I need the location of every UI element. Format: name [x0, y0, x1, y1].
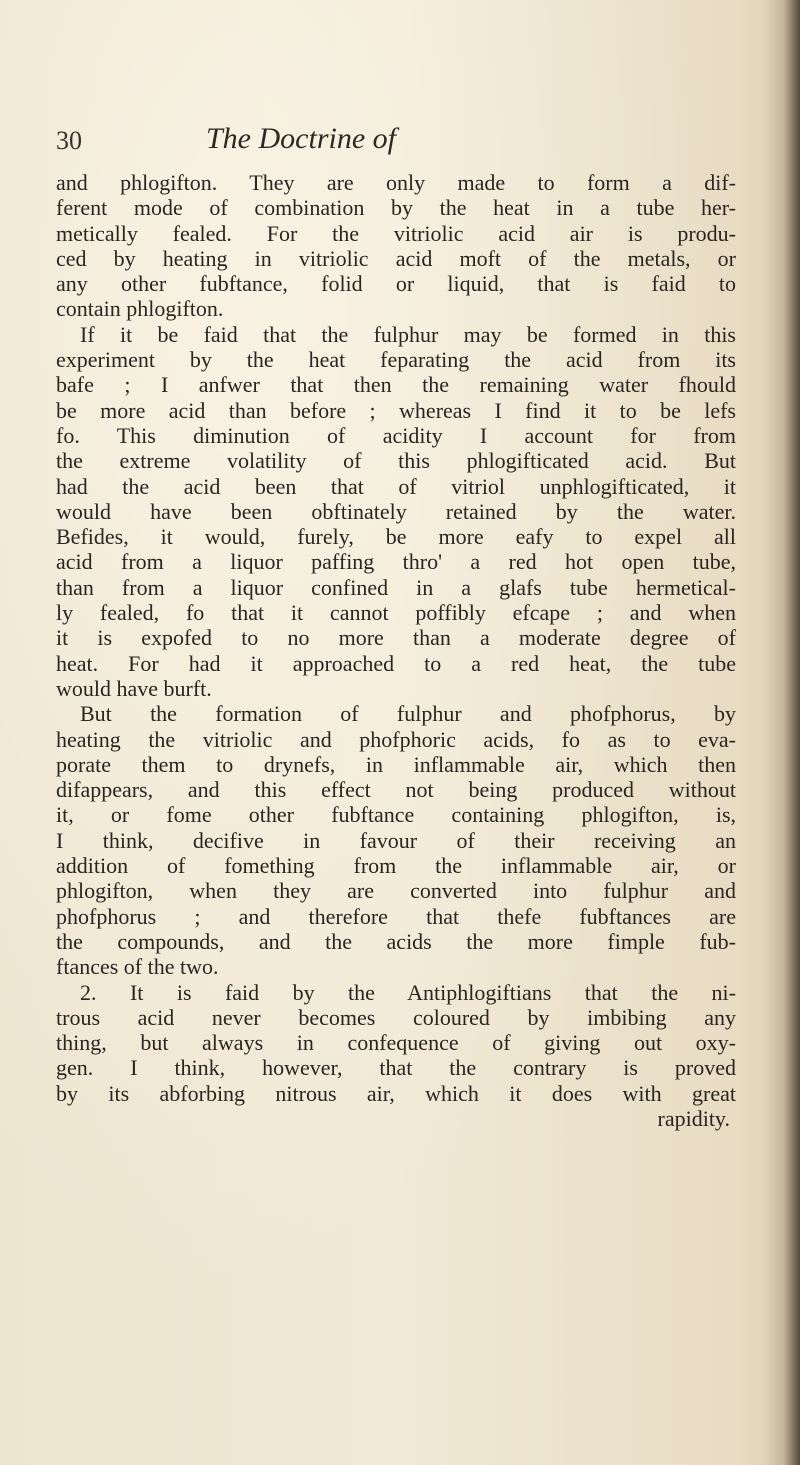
text-line: phofphorus ; and therefore that thefe fubftances are	[56, 903, 736, 929]
text-line: experiment by the heat feparating the acid from its	[56, 347, 736, 373]
text-line: metically fealed. For the vitriolic acid air is produ-	[56, 220, 736, 246]
text-line: would have been obftinately retained by the water.	[56, 498, 736, 524]
text-line: contain phlogifton.	[56, 296, 224, 322]
text-line: ly fealed, fo that it cannot poffibly efcape ; and when	[56, 600, 736, 626]
text-line: addition of fomething from the inflammable air, or	[56, 853, 736, 879]
text-line: 2. It is faid by the Antiphlogiftians that the ni-	[80, 979, 736, 1005]
text-line: fo. This diminution of acidity I account for from	[56, 422, 736, 448]
text-line: trous acid never becomes coloured by imbibing any	[56, 1004, 736, 1030]
page-number: 30	[56, 126, 82, 155]
text-line: thing, but always in confequence of giving out oxy-	[56, 1030, 736, 1056]
text-line: ferent mode of combination by the heat in a tube her-	[56, 195, 736, 221]
text-line: be more acid than before ; whereas I find it to be lefs	[56, 397, 736, 423]
text-line: bafe ; I anfwer that then the remaining water fhould	[56, 372, 736, 398]
text-line: would have burft.	[56, 675, 212, 701]
text-line: phlogifton, when they are converted into fulphur and	[56, 878, 736, 904]
body-text	[56, 170, 736, 1131]
text-line: rapidity.	[657, 1105, 730, 1131]
text-line: Befides, it would, furely, be more eafy to expel all	[56, 524, 736, 550]
text-line: porate them to drynefs, in inflammable air, which then	[56, 751, 736, 777]
text-line: I think, decifive in favour of their receiving an	[56, 827, 736, 853]
text-line: heat. For had it approached to a red heat, the tube	[56, 650, 736, 676]
gutter-shadow	[764, 0, 800, 1465]
text-line: ftances of the two.	[56, 954, 219, 980]
text-line: acid from a liquor paffing thro' a red hot open tube,	[56, 549, 736, 575]
text-line: it, or fome other fubftance containing phlogifton, is,	[56, 802, 736, 828]
text-line: heating the vitriolic and phofphoric acids, fo as to eva-	[56, 726, 736, 752]
text-line: the extreme volatility of this phlogifticated acid. But	[56, 448, 736, 474]
text-line: ced by heating in vitriolic acid moft of the metals, or	[56, 245, 736, 271]
page-header	[56, 122, 736, 162]
running-title: The Doctrine of	[206, 122, 396, 155]
text-line: by its abforbing nitrous air, which it does with great	[56, 1080, 736, 1106]
text-line: gen. I think, however, that the contrary is proved	[56, 1055, 736, 1081]
text-line: than from a liquor confined in a glafs tube hermetical-	[56, 574, 736, 600]
text-line: difappears, and this effect not being produced without	[56, 777, 736, 803]
text-line: If it be faid that the fulphur may be formed in this	[80, 321, 736, 347]
text-line: But the formation of fulphur and phofphorus, by	[80, 701, 736, 727]
text-line: any other fubftance, folid or liquid, that is faid to	[56, 271, 736, 297]
text-line: had the acid been that of vitriol unphlogifticated, it	[56, 473, 736, 499]
text-line: the compounds, and the acids the more fimple fub-	[56, 928, 736, 954]
text-line: it is expofed to no more than a moderate degree of	[56, 625, 736, 651]
text-line: and phlogifton. They are only made to form a dif-	[56, 170, 736, 195]
